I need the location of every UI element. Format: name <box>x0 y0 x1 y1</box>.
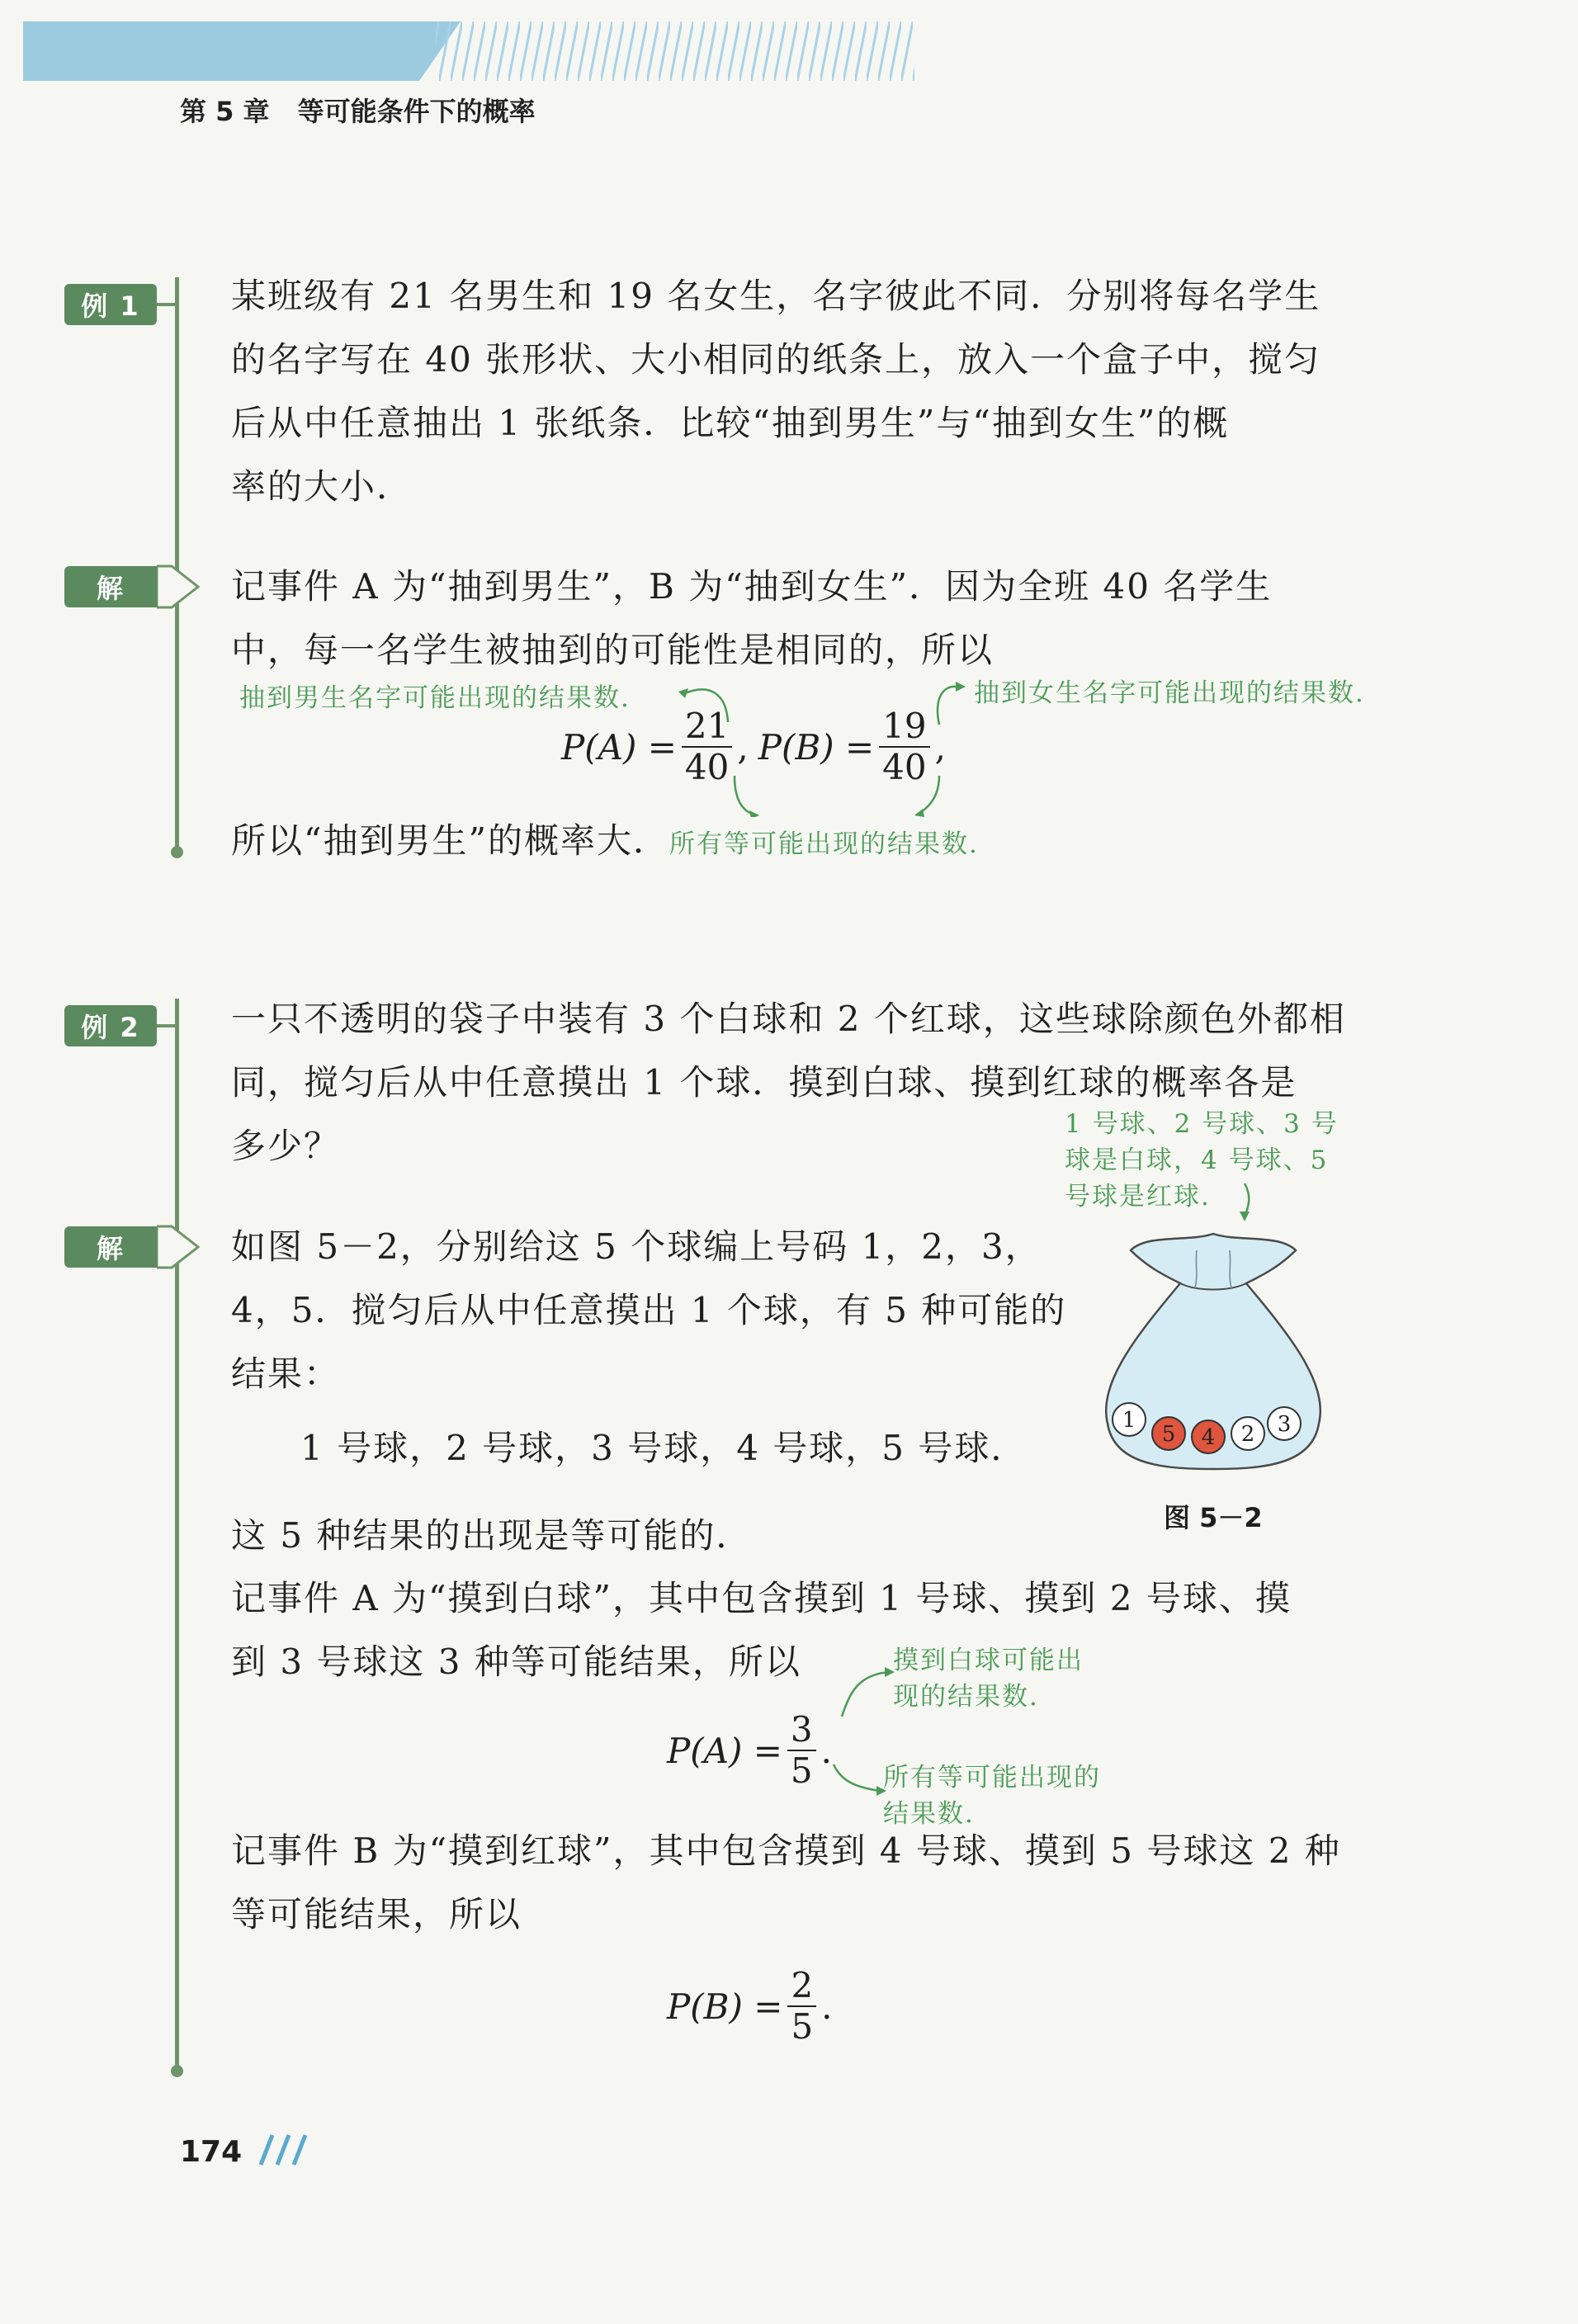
event-b-equation <box>667 1965 833 2048</box>
ball-2 <box>1231 1417 1264 1450</box>
text-line: 后从中任意抽出 1 张纸条．比较“抽到男生”与“抽到女生”的概 <box>231 403 1230 443</box>
pa-label: P(A) = <box>561 726 677 768</box>
text-line: 某班级有 21 名男生和 19 名女生，名字彼此不同．分别将每名学生 <box>231 276 1321 316</box>
note-total-outcomes: 所有等可能出现的结果数. <box>669 829 979 859</box>
chapter-number: 第 5 章 <box>180 96 270 127</box>
side-note-line: 号球是红球. <box>1065 1182 1211 1212</box>
ball-label: 5 <box>1161 1422 1176 1447</box>
page-number <box>180 2133 315 2169</box>
ball-label: 4 <box>1201 1425 1216 1450</box>
pa-denominator: 40 <box>684 747 730 788</box>
text-line: 记事件 A 为“摸到白球”，其中包含摸到 1 号球、摸到 2 号球、摸 <box>231 1578 1292 1618</box>
pb-denominator: 40 <box>882 747 927 788</box>
text-line: 记事件 A 为“抽到男生”，B 为“抽到女生”．因为全班 40 名学生 <box>231 566 1273 607</box>
example-1-problem <box>231 264 1329 518</box>
ball-4 <box>1192 1420 1225 1453</box>
outcomes-list: 1 号球，2 号球，3 号球，4 号球，5 号球． <box>300 1428 1028 1468</box>
text-line: 一只不透明的袋子中装有 3 个白球和 2 个红球，这些球除颜色外都相 <box>231 999 1346 1039</box>
example-1-tag: 例 1 <box>64 284 157 325</box>
text-line: 的名字写在 40 张形状、大小相同的纸条上，放入一个盒子中，搅匀 <box>231 339 1321 380</box>
event-a-text <box>231 1566 1329 1693</box>
page-slashes-icon <box>257 2133 315 2166</box>
pa-fraction <box>787 1709 816 1792</box>
pa-label: P(A) = <box>667 1730 782 1771</box>
note-line: 结果数. <box>883 1799 975 1829</box>
eq-end: , <box>934 726 946 768</box>
example-2-tag: 例 2 <box>64 1005 157 1046</box>
ball-label: 2 <box>1240 1422 1255 1447</box>
example-1-conclusion-row <box>231 809 979 872</box>
solution-2-arrow-icon <box>157 1223 203 1271</box>
note-line: 所有等可能出现的 <box>883 1763 1101 1793</box>
bag-balls <box>1098 1217 1329 1481</box>
ball-1 <box>1113 1403 1146 1436</box>
ball-label: 3 <box>1277 1412 1292 1437</box>
pb-fraction <box>787 1965 816 2048</box>
ball-3 <box>1268 1407 1301 1440</box>
pb-denominator: 5 <box>791 2006 814 2048</box>
pa-numerator: 21 <box>682 708 732 748</box>
chapter-title: 等可能条件下的概率 <box>297 96 536 127</box>
example-2-rule <box>175 999 179 2071</box>
pb-label: P(B) = <box>667 1986 783 2027</box>
side-note-line: 1 号球、2 号球、3 号 <box>1065 1109 1339 1139</box>
text-line: 同，搅匀后从中任意摸出 1 个球．摸到白球、摸到红球的概率各是 <box>231 1062 1297 1103</box>
pb-numerator: 19 <box>879 708 929 748</box>
conclusion-line <box>231 809 979 872</box>
text-line: 结果： <box>231 1353 341 1394</box>
note-line: 摸到白球可能出 <box>893 1646 1084 1675</box>
eq-separator: , <box>737 726 749 768</box>
solution-1-tag: 解 <box>64 566 157 607</box>
note-girl-outcomes: 抽到女生名字可能出现的结果数. <box>974 678 1365 708</box>
text-line: 中，每一名学生被抽到的可能性是相同的，所以 <box>231 630 995 670</box>
note-white-outcomes <box>893 1642 1084 1715</box>
header-band <box>23 21 914 81</box>
example-2-solution <box>231 1215 1073 1405</box>
pa-denominator: 5 <box>790 1750 813 1792</box>
text-line: 如图 5－2，分别给这 5 个球编上号码 1，2，3， <box>231 1226 1042 1267</box>
event-b-text <box>231 1819 1341 1946</box>
note-line: 现的结果数. <box>893 1682 1039 1712</box>
text-line: 到 3 号球这 3 种等可能结果，所以 <box>231 1641 801 1682</box>
pa-numerator: 3 <box>787 1712 816 1751</box>
text-line: 等可能结果，所以 <box>231 1894 522 1934</box>
solution-2-tag: 解 <box>64 1226 157 1268</box>
pb-label: P(B) = <box>758 726 875 768</box>
conclusion-text: 所以“抽到男生”的概率大． <box>231 820 669 861</box>
page-number-text: 174 <box>180 2135 243 2169</box>
equal-likelihood-line <box>231 1504 1329 1567</box>
eq-end: . <box>821 1986 833 2027</box>
ball-5 <box>1152 1417 1185 1450</box>
example-2-connector <box>157 1024 175 1027</box>
eq-end: . <box>820 1730 832 1771</box>
side-note-line: 球是白球，4 号球、5 <box>1065 1145 1329 1175</box>
ball-label: 1 <box>1122 1408 1136 1433</box>
text-line: 多少？ <box>231 1126 341 1166</box>
example-1-arrows <box>677 677 974 817</box>
text-line: 4，5．搅匀后从中任意摸出 1 个球，有 5 种可能的 <box>231 1290 1067 1330</box>
side-note-balls <box>1065 1106 1339 1215</box>
chapter-heading <box>180 91 536 129</box>
example-1-end-dot <box>171 846 183 858</box>
text-line: 记事件 B 为“摸到红球”，其中包含摸到 4 号球、摸到 5 号球这 2 种 <box>231 1830 1341 1871</box>
pb-numerator: 2 <box>787 1967 816 2007</box>
text-line: 这 5 种结果的出现是等可能的． <box>231 1515 753 1556</box>
event-a-equation <box>667 1709 832 1792</box>
example-2-end-dot <box>171 2065 183 2077</box>
figure-caption: 图 5－2 <box>1164 1502 1263 1533</box>
example-1-connector <box>157 303 175 306</box>
solution-1-arrow-icon <box>157 563 203 611</box>
example-1-solution <box>231 555 1329 682</box>
text-line: 率的大小． <box>231 466 413 507</box>
note-boy-outcomes: 抽到男生名字可能出现的结果数. <box>239 683 631 713</box>
